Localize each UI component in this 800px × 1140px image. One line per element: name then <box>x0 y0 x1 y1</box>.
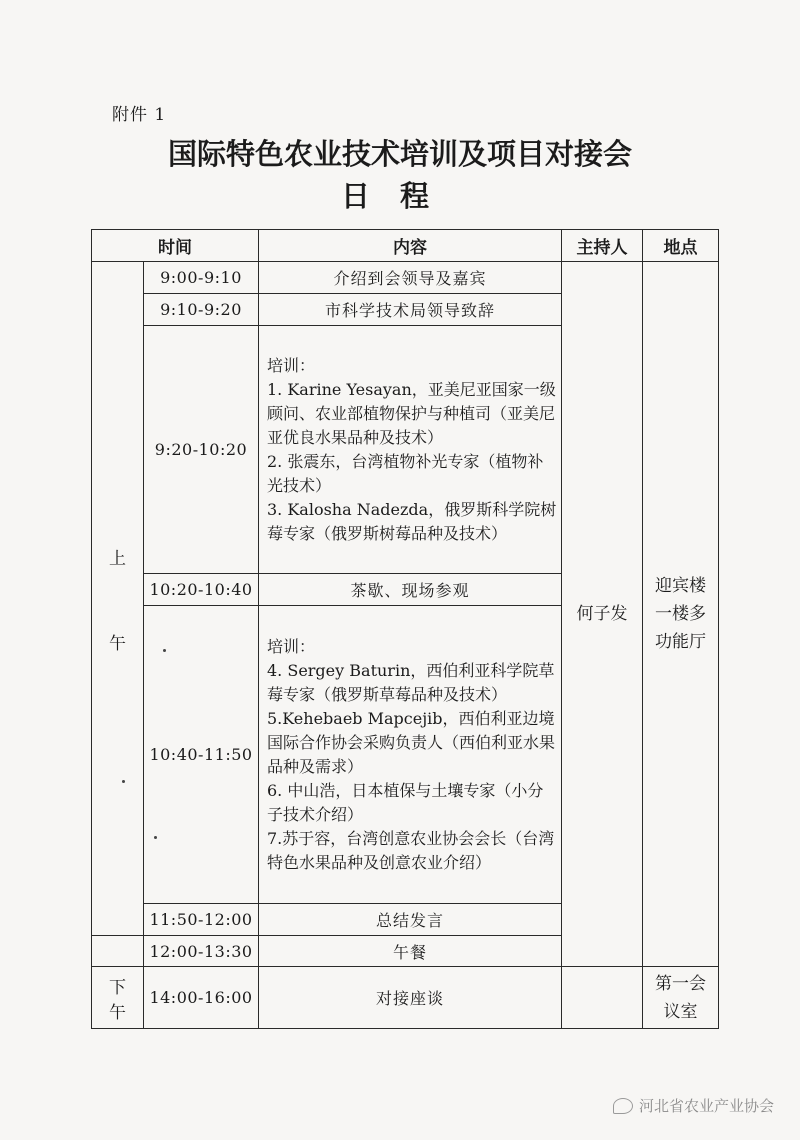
location-main: 迎宾楼 一楼多 功能厅 <box>655 576 706 652</box>
row-time: 12:00-13:30 <box>144 936 259 967</box>
table-header-row <box>92 230 719 262</box>
host-cell <box>562 262 643 967</box>
row-content: 介绍到会领导及嘉宾 <box>259 262 562 294</box>
location-pm-cell <box>643 967 719 1029</box>
watermark-text: 河北省农业产业协会 <box>638 1097 774 1115</box>
scan-speck <box>122 780 125 783</box>
col-header-content: 内容 <box>259 230 562 262</box>
attachment-label: 附件 1 <box>112 105 167 125</box>
row-time: 10:20-10:40 <box>144 574 259 606</box>
row-content-training-2 <box>259 606 562 904</box>
period-afternoon <box>92 967 144 1029</box>
col-header-host: 主持人 <box>562 230 643 262</box>
row-content: 午餐 <box>259 936 562 967</box>
watermark <box>613 1095 774 1116</box>
row-time: 9:20-10:20 <box>144 326 259 574</box>
location-main-cell <box>643 262 719 967</box>
period-afternoon-label: 下 午 <box>109 977 126 1023</box>
row-time: 10:40-11:50 <box>144 606 259 904</box>
training-line: 培训： <box>267 355 316 375</box>
location-pm: 第一会 议室 <box>655 973 706 1022</box>
row-time: 9:00-9:10 <box>144 262 259 294</box>
scan-speck <box>163 649 166 652</box>
training-line: 1. Karine Yesayan，亚美尼亚国家一级顾问、农业部植物保护与种植司（亚美尼亚优良水果品种及技术） <box>267 379 556 447</box>
document-title: 国际特色农业技术培训及项目对接会 <box>167 137 632 171</box>
row-content: 对接座谈 <box>259 967 562 1029</box>
training-line: 5.Kehebaeb Mapcejib，西伯利亚边境国际合作协会采购负责人（西伯利亚水果品种及需求） <box>267 708 556 776</box>
training-line: 4. Sergey Baturin，西伯利亚科学院草莓专家（俄罗斯草莓品种及技术） <box>267 660 555 704</box>
row-content: 茶歇、现场参观 <box>259 574 562 606</box>
training-line: 6. 中山浩，日本植保与土壤专家（小分子技术介绍） <box>267 780 544 824</box>
document-subtitle: 日程 <box>340 179 459 213</box>
row-time: 11:50-12:00 <box>144 904 259 936</box>
host-name: 何子发 <box>576 604 628 624</box>
row-time: 9:10-9:20 <box>144 294 259 326</box>
host-blank <box>562 967 643 1029</box>
schedule-table <box>91 229 719 1029</box>
row-content-training-1 <box>259 326 562 574</box>
period-blank <box>92 936 144 967</box>
row-content: 总结发言 <box>259 904 562 936</box>
row-time: 14:00-16:00 <box>144 967 259 1029</box>
row-content: 市科学技术局领导致辞 <box>259 294 562 326</box>
training-line: 3. Kalosha Nadezda，俄罗斯科学院树莓专家（俄罗斯树莓品种及技术） <box>267 499 557 543</box>
table-row <box>92 967 719 1029</box>
wechat-icon <box>613 1098 633 1114</box>
table-row <box>92 262 719 294</box>
scan-speck <box>154 836 157 839</box>
training-line: 培训： <box>267 636 316 656</box>
col-header-time: 时间 <box>92 230 259 262</box>
training-line: 2. 张震东，台湾植物补光专家（植物补光技术） <box>267 451 544 495</box>
training-line: 7.苏于容，台湾创意农业协会会长（台湾特色水果品种及创意农业介绍） <box>267 828 555 872</box>
col-header-location: 地点 <box>643 230 719 262</box>
period-morning-label: 上 午 <box>109 548 126 654</box>
period-morning <box>92 262 144 936</box>
